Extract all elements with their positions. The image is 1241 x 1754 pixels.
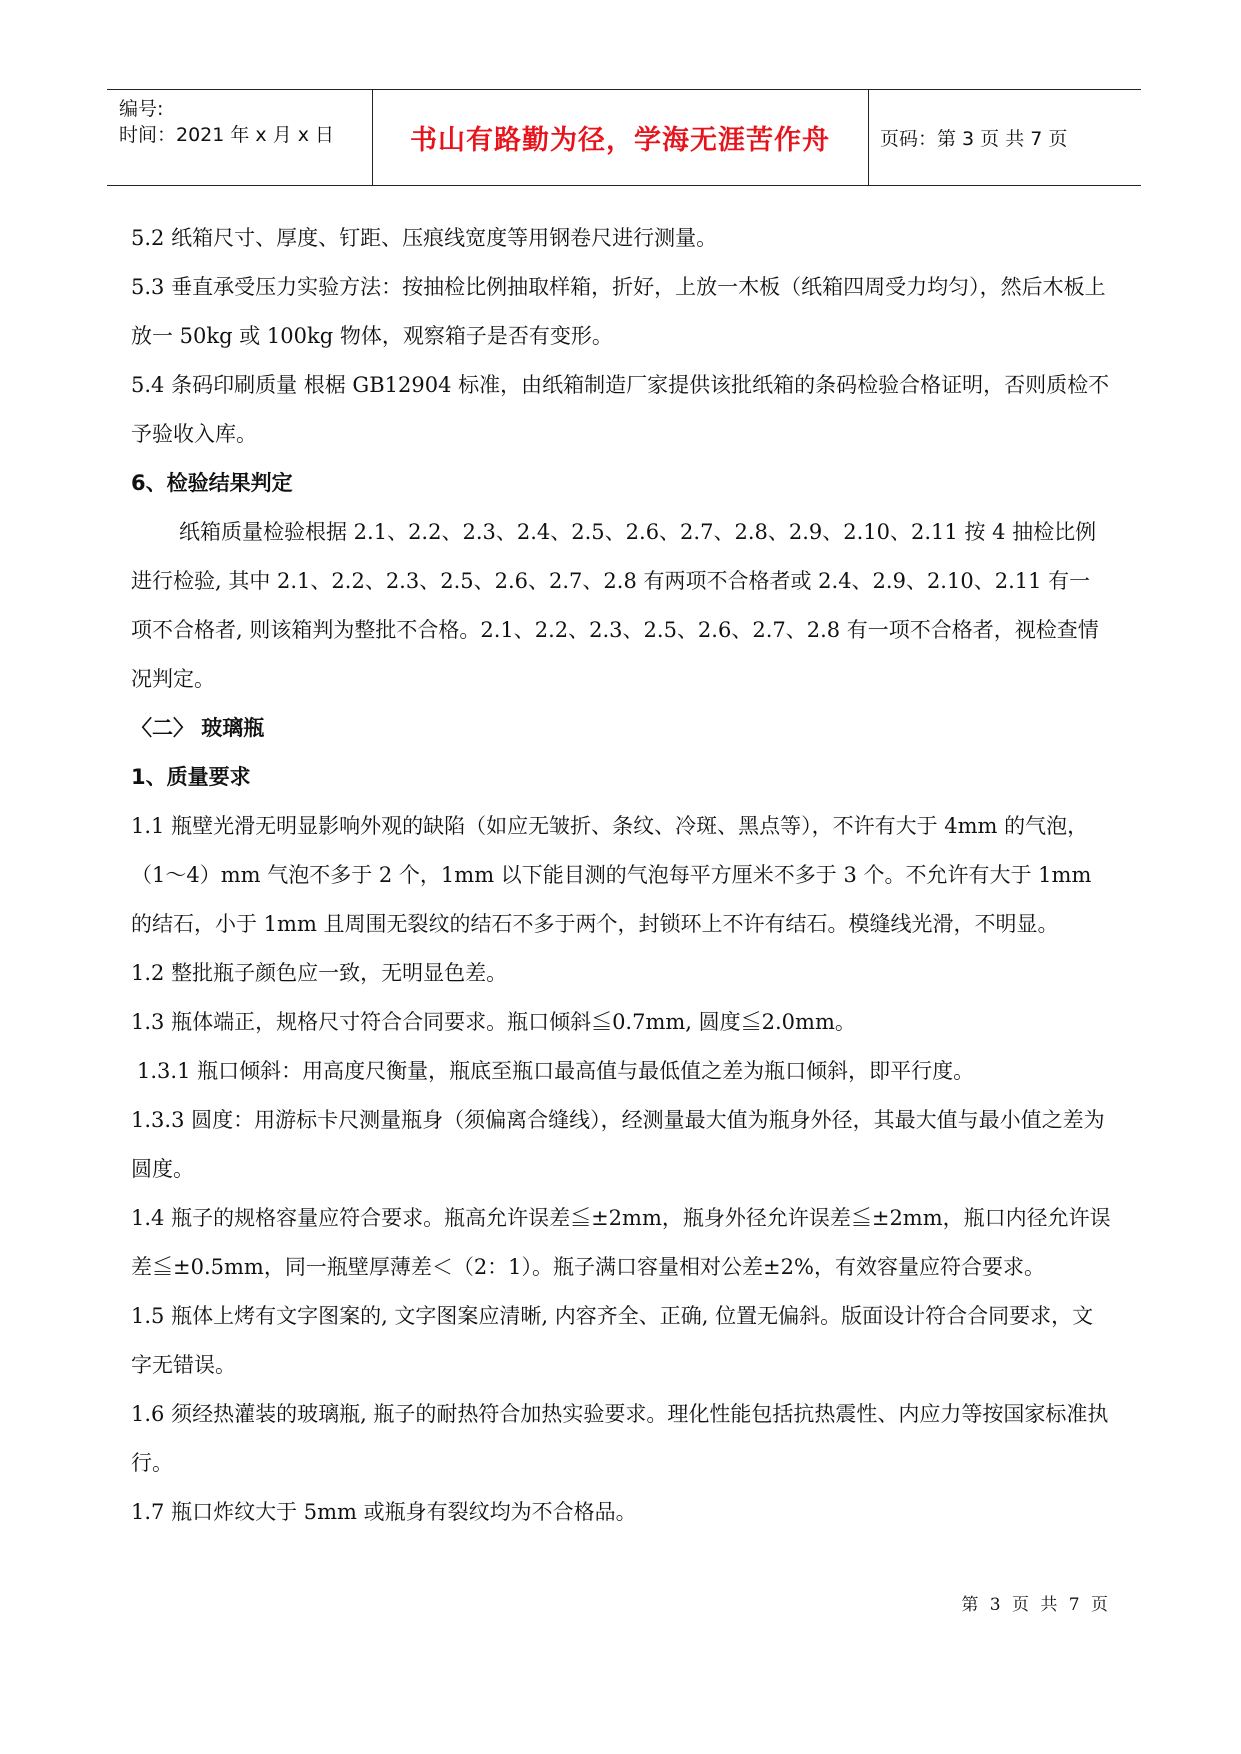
- body-paragraph: 5.4 条码印刷质量 根椐 GB12904 标准，由纸箱制造厂家提供该批纸箱的条码检验合格证明，否则质检不予验收入库。: [131, 373, 1110, 446]
- body-paragraph: 1.3.1 瓶口倾斜：用高度尺衡量，瓶底至瓶口最高值与最低值之差为瓶口倾斜，即平行度。: [137, 1059, 975, 1083]
- body-paragraph: 纸箱质量检验根据 2.1、2.2、2.3、2.4、2.5、2.6、2.7、2.8、2.9、2.10、2.11 按 4 抽检比例进行检验, 其中 2.1、2.2、2.3、2.5、2.6、2.7、2.8 有两项不合格者或 2.4、2.9、2.10、2.11 有一项不合格者, 则该箱判为整批不合格。2.1、2.2、2.3、2.5、2.6、2.7、2.8 有一项不合格者，视检查情况判定。: [131, 520, 1099, 691]
- header-motto-cell: [372, 90, 869, 185]
- body-paragraph: 5.2 纸箱尺寸、厚度、钉距、压痕线宽度等用钢卷尺进行测量。: [131, 226, 718, 250]
- body-paragraph: 1.6 须经热灌装的玻璃瓶, 瓶子的耐热符合加热实验要求。理化性能包括抗热震性、内应力等按国家标准执行。: [131, 1402, 1109, 1475]
- body-paragraph: 1.5 瓶体上烤有文字图案的, 文字图案应清晰, 内容齐全、正确, 位置无偏斜。版面设计符合合同要求，文字无错误。: [131, 1304, 1094, 1377]
- body-paragraph: 1.1 瓶壁光滑无明显影响外观的缺陷（如应无皱折、条纹、冷斑、黑点等），不许有大于 4mm 的气泡，（1～4）mm 气泡不多于 2 个，1mm 以下能目测的气泡每平方厘米不多于 3 个。不允许有大于 1mm 的结石，小于 1mm 且周围无裂纹的结石不多于两个，封锁环上不许有结石。模缝线光滑，不明显。: [131, 814, 1092, 936]
- header-motto: 书山有路勤为径，学海无涯苦作舟: [410, 125, 830, 156]
- document-number-label: 编号:: [119, 98, 164, 120]
- body-paragraph: 1.2 整批瓶子颜色应一致，无明显色差。: [131, 961, 508, 985]
- body-paragraph: 5.3 垂直承受压力实验方法：按抽检比例抽取样箱，折好，上放一木板（纸箱四周受力均匀），然后木板上放一 50kg 或 100kg 物体，观察箱子是否有变形。: [131, 275, 1106, 348]
- section-heading: 〈二〉 玻璃瓶: [131, 716, 265, 740]
- body-paragraph: 1.3.3 圆度：用游标卡尺测量瓶身（须偏离合缝线），经测量最大值为瓶身外径，其最大值与最小值之差为圆度。: [131, 1108, 1105, 1181]
- body-paragraph: 1.3 瓶体端正，规格尺寸符合合同要求。瓶口倾斜≦0.7mm, 圆度≦2.0mm。: [131, 1010, 856, 1034]
- header-page-label: 页码：第 3 页 共 7 页: [880, 128, 1068, 150]
- body-paragraph: 1.7 瓶口炸纹大于 5mm 或瓶身有裂纹均为不合格品。: [131, 1500, 637, 1524]
- page-header: [107, 89, 1141, 186]
- page-footer: 第 3 页 共 7 页: [961, 1595, 1111, 1615]
- document-time-label: 时间：2021 年 x 月 x 日: [119, 124, 335, 146]
- section-heading: 1、质量要求: [131, 765, 251, 789]
- header-left-cell: [107, 90, 373, 185]
- header-right-cell: [868, 90, 1141, 185]
- section-heading: 6、检验结果判定: [131, 471, 293, 495]
- document-body: [131, 214, 1111, 1537]
- body-paragraph: 1.4 瓶子的规格容量应符合要求。瓶高允许误差≦±2mm，瓶身外径允许误差≦±2mm，瓶口内径允许误差≦±0.5mm，同一瓶壁厚薄差＜（2：1）。瓶子满口容量相对公差±2%，有效容量应符合要求。: [131, 1206, 1111, 1279]
